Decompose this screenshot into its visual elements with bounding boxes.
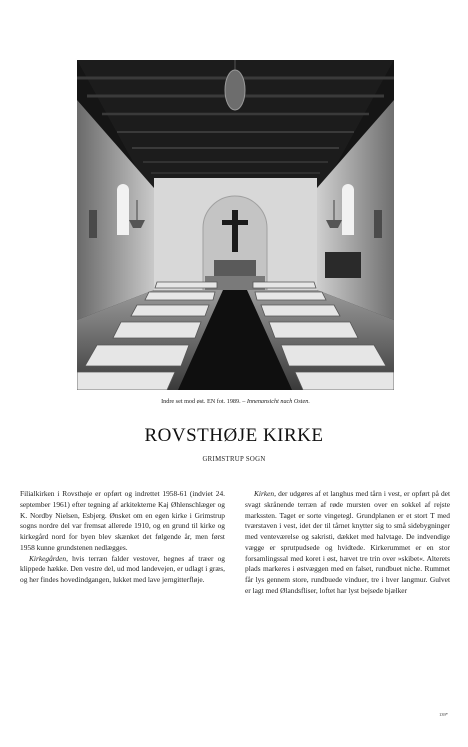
page-title: ROVSTHØJE KIRKE [144,425,324,446]
paragraph-kirken [245,489,450,597]
lead-term: Kirkegården, [29,553,68,563]
right-column [245,489,450,597]
left-column [20,489,225,586]
caption-text: Indre set mod øst. EN fot. 1989. – [161,398,247,405]
figure-caption [77,398,394,406]
lead-term: Kirken, [254,489,276,498]
caption-german: Innenansicht nach Osten. [246,398,310,405]
paragraph-intro: Filialkirken i Rovsthøje er opført og indrettet 1958-61 (indviet 24. september 1961) efter tegning af arkitekterne Kaj Øhlenschlæger og K. Nordby Nielsen, Esbjerg. Ønsket om en egen kirke i Grimstrup sogns nordre del var fremsat allerede 1910, og en grund til kirke og kirkegård nord for byen blev skænket det følgende år, men først 1958 kunne grundstenen nedlægges. [20,489,225,552]
page-subtitle: GRIMSTRUP SOGN [202,456,266,463]
church-interior-photo [77,60,394,390]
page-number: 139* [439,712,448,717]
paragraph-text: hvis terræn falder vestover, hegnes af træer og klippede hække. Den vestre del, ud mod landevejen, er udlagt i græs, og her findes hovedindgangen, lukket med lave jerngitterfløje. [20,553,225,584]
paragraph-text: der udgøres af et langhus med tårn i vest, er opført på det svagt skrånende terræn af røde mursten over en sokkel af rejste markssten. Taget er sorte vingetegl. Grundplanen er et stort T med tværstaven i vest, idet der til tårnet knytter sig to små sidebygninger med venteværelse og sakristi, dækket med halvtage. De indvendige vægge er sprutpudsede og hvidtede. Kirkerummet er en stor forsamlingssal med koret i øst, hævet tre trin over »skibet«. Alterets plads markeres i østvæggen med en falset, rundbuet niche. Rummet får lys gennem store, rundbuede vinduer, tre i hver langmur. Gulvet er lagt med Ølandsfliser, loftet har lyst bejsede bjælker [245,489,450,595]
paragraph-kirkegarden [20,554,225,586]
